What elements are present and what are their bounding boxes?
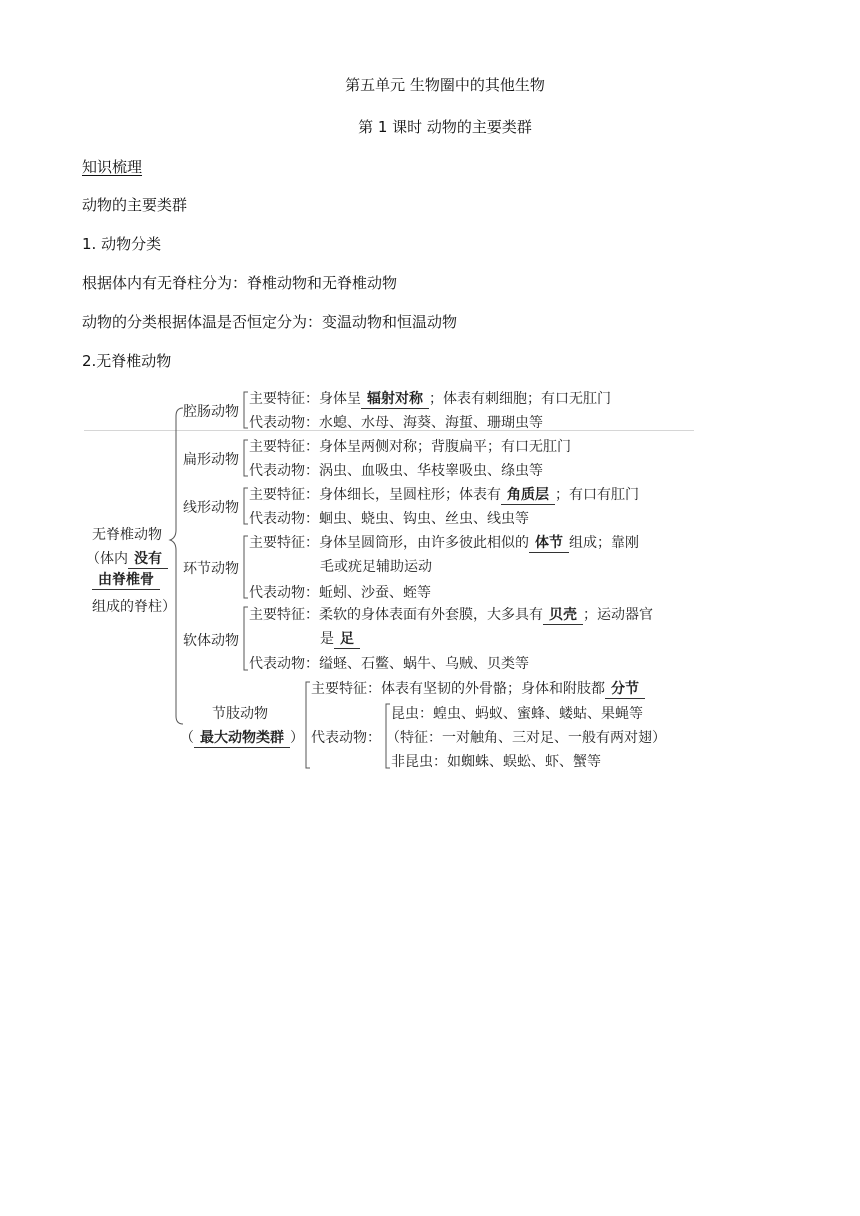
group-name-mollusks: 软体动物 [183, 633, 239, 649]
feature-text: ；有口有肛门 [555, 487, 639, 503]
group-name-flatworms: 扁形动物 [183, 452, 239, 468]
feature-text: 身体呈 [319, 391, 361, 407]
feature-row-arthropods [311, 678, 645, 699]
rep-row-coelenterata [249, 412, 543, 432]
feature-text: 是 [320, 631, 334, 647]
feature-text: 体表有坚韧的外骨骼；身体和附肢都 [381, 681, 605, 697]
rep-text: 蛔虫、蛲虫、钩虫、丝虫、线虫等 [319, 511, 529, 527]
feature-label: 主要特征： [249, 391, 319, 407]
root-line4: 组成的脊柱） [92, 599, 176, 615]
root-answer-2: 由脊椎骨 [92, 572, 160, 590]
feature-row-annelids [249, 532, 639, 553]
rep-row-flatworms [249, 460, 543, 480]
feature-text: ；体表有刺细胞；有口无肛门 [429, 391, 611, 407]
feature-row-mollusks-cont [320, 628, 360, 649]
root-label: 无脊椎动物 [92, 527, 162, 543]
root-line2 [86, 548, 168, 569]
root-line3 [92, 572, 160, 590]
insects-row: 昆虫：蝗虫、蚂蚁、蜜蜂、蝼蛄、果蝇等 [391, 706, 643, 722]
rep-row-annelids [249, 582, 431, 602]
feature-text: 柔软的身体表面有外套膜，大多具有 [319, 607, 543, 623]
answer-blank: 足 [334, 631, 360, 649]
rep-label-arthropods: 代表动物： [311, 730, 381, 746]
feature-label: 主要特征： [249, 535, 319, 551]
rep-label: 代表动物： [249, 585, 319, 601]
non-insects-row: 非昆虫：如蜘蛛、蜈蚣、虾、蟹等 [391, 754, 601, 770]
group-name-roundworms: 线形动物 [183, 500, 239, 516]
group-name-annelids: 环节动物 [183, 561, 239, 577]
feature-text: 组成；靠刚 [569, 535, 639, 551]
lesson-title: 第 1 课时 动物的主要类群 [358, 118, 532, 136]
answer-blank: 辐射对称 [361, 391, 429, 409]
item1-line2: 动物的分类根据体温是否恒定分为：变温动物和恒温动物 [82, 313, 458, 331]
answer-blank: 最大动物类群 [194, 730, 290, 748]
topic-heading: 动物的主要类群 [82, 196, 188, 214]
root-answer-1: 没有 [128, 551, 168, 569]
feature-row-roundworms [249, 484, 639, 505]
rep-row-mollusks [249, 653, 529, 673]
feature-text: 身体呈圆筒形，由许多彼此相似的 [319, 535, 529, 551]
item1-line1: 根据体内有无脊柱分为：脊椎动物和无脊椎动物 [82, 274, 398, 292]
arthropods-note [180, 727, 304, 748]
item1-heading: 1. 动物分类 [82, 235, 162, 253]
invertebrate-classification-diagram [84, 380, 704, 780]
rep-label: 代表动物： [249, 415, 319, 431]
rep-text: 蚯蚓、沙蚕、蛭等 [319, 585, 431, 601]
feature-row-annelids-cont: 毛或疣足辅助运动 [320, 559, 432, 575]
group-name-coelenterata: 腔肠动物 [183, 404, 239, 420]
item2-heading: 2.无脊椎动物 [82, 352, 172, 370]
feature-label: 主要特征： [311, 681, 381, 697]
answer-blank: 体节 [529, 535, 569, 553]
feature-label: 主要特征： [249, 439, 319, 455]
answer-blank: 贝壳 [543, 607, 583, 625]
rep-text: 水螅、水母、海葵、海蜇、珊瑚虫等 [319, 415, 543, 431]
feature-row-coelenterata [249, 388, 611, 409]
feature-text: 身体呈两侧对称；背腹扁平；有口无肛门 [319, 439, 571, 455]
rep-text: 缢蛏、石鳖、蜗牛、乌贼、贝类等 [319, 656, 529, 672]
group-name-arthropods: 节肢动物 [212, 706, 268, 722]
feature-row-flatworms [249, 436, 571, 456]
paren: ） [290, 730, 304, 746]
paren: （ [180, 730, 194, 746]
root-paren-prefix: （体内 [86, 551, 128, 567]
rep-label: 代表动物： [249, 463, 319, 479]
feature-label: 主要特征： [249, 607, 319, 623]
unit-title: 第五单元 生物圈中的其他生物 [345, 76, 545, 94]
rep-text: 涡虫、血吸虫、华枝睾吸虫、绦虫等 [319, 463, 543, 479]
feature-text: ；运动器官 [583, 607, 653, 623]
answer-blank: 分节 [605, 681, 645, 699]
feature-text: 身体细长，呈圆柱形；体表有 [319, 487, 501, 503]
feature-label: 主要特征： [249, 487, 319, 503]
answer-blank: 角质层 [501, 487, 555, 505]
feature-row-mollusks [249, 604, 653, 625]
rep-label: 代表动物： [249, 511, 319, 527]
section-heading: 知识梳理 [82, 158, 143, 176]
rep-row-roundworms [249, 508, 529, 528]
rep-label: 代表动物： [249, 656, 319, 672]
insects-note-row: （特征：一对触角、三对足、一般有两对翅） [386, 730, 666, 746]
